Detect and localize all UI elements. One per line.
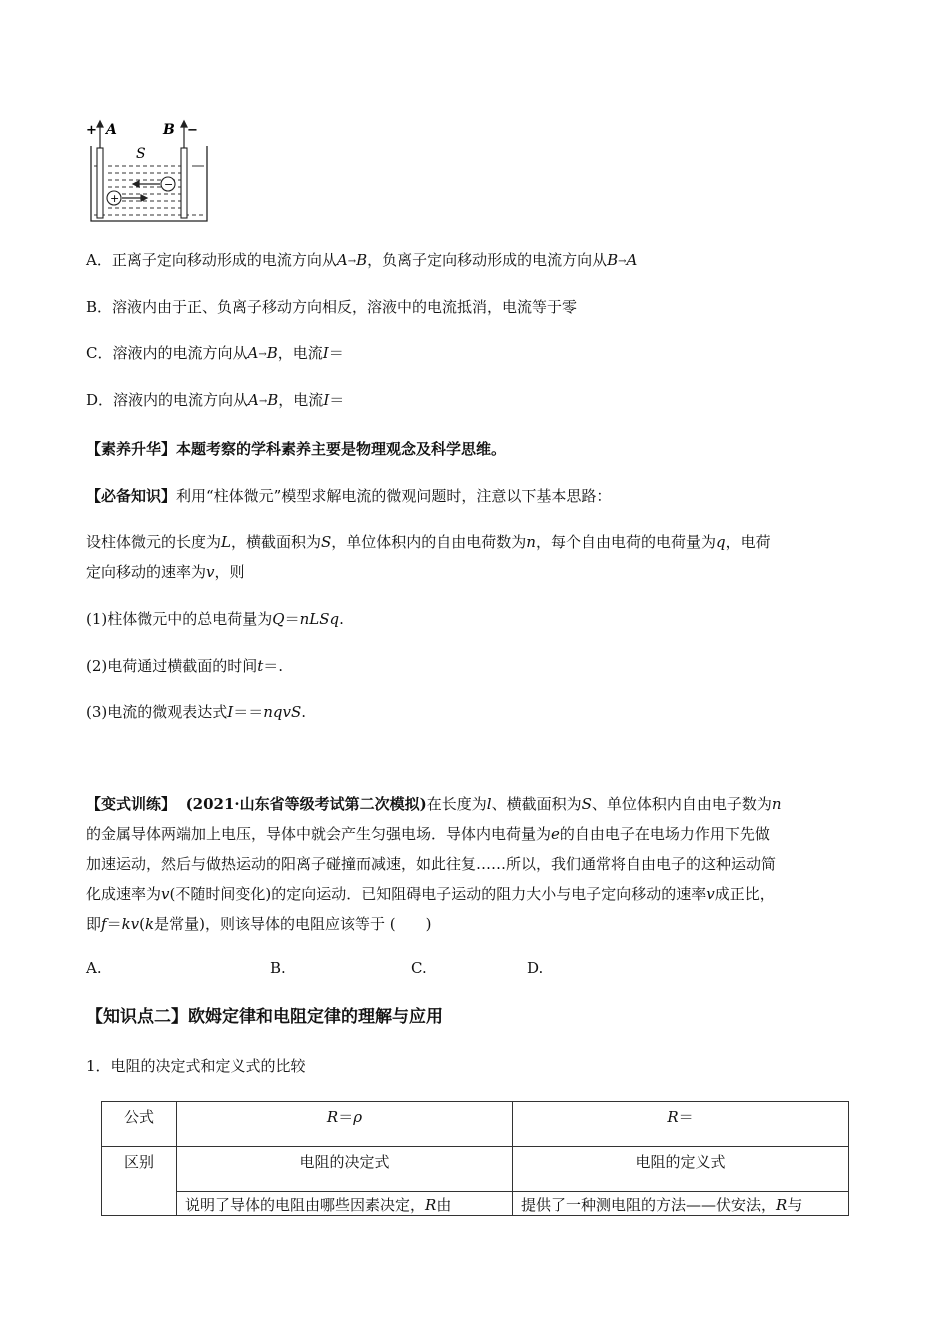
equals-sign: ＝ — [338, 1108, 354, 1126]
bianshi-line4 — [86, 884, 775, 904]
knowledge-intro — [86, 486, 611, 506]
table-cell-decision-desc — [177, 1192, 513, 1216]
text: ( — [139, 915, 146, 933]
var-t: t — [257, 657, 264, 675]
expr-nlsq: nLSq — [299, 610, 340, 628]
var-q-total: Q — [272, 610, 285, 628]
electrode-b-label: B — [163, 122, 175, 138]
positive-ion-arrow — [122, 195, 147, 201]
option-a-mid: ，负离子定向移动形成的电流方向从 — [367, 251, 608, 269]
var-b: B — [607, 251, 619, 269]
electrode-a — [97, 148, 103, 218]
var-rho: ρ — [353, 1108, 363, 1126]
text: (2)电荷通过横截面的时间 — [86, 657, 258, 675]
table-cell-empty — [102, 1192, 177, 1216]
table-cell-formula-header: 公式 — [102, 1102, 177, 1147]
bianshi-line2 — [86, 824, 770, 844]
var-v: v — [161, 885, 170, 903]
table-row — [102, 1192, 849, 1216]
table-cell-definition-type: 电阻的定义式 — [513, 1147, 849, 1192]
var-r: R — [425, 1196, 437, 1214]
expr-kv: kv — [121, 915, 140, 933]
option-d-mid: ，电流 — [278, 391, 324, 409]
text: 设柱体微元的长度为 — [86, 533, 222, 551]
text: 即 — [86, 915, 102, 933]
knowledge-step3 — [86, 702, 306, 722]
text: ，电荷 — [725, 533, 771, 551]
bianshi-line3: 加速运动，然后与做热运动的阳离子碰撞而减速，如此往复……所以，我们通常将自由电子的这种运动简 — [86, 855, 777, 873]
arrow-glyph: → — [258, 349, 267, 360]
option-d — [86, 390, 344, 412]
arrow-glyph: → — [258, 396, 268, 407]
resistance-comparison-table — [101, 1101, 849, 1216]
text: (3)电流的微观表达式 — [86, 703, 228, 721]
knowledge-heading: 【必备知识】 — [86, 487, 177, 505]
period: . — [301, 703, 306, 721]
var-i: I — [322, 344, 329, 362]
text: 、单位体积内自由电子数为 — [591, 795, 772, 813]
equals-sign: ＝ — [329, 391, 345, 409]
var-f: f — [101, 915, 107, 933]
section-item-1: 1．电阻的决定式和定义式的比较 — [86, 1057, 306, 1075]
answer-option-c[interactable]: C. — [411, 959, 427, 977]
text: 说明了导体的电阻由哪些因素决定， — [185, 1196, 426, 1214]
knowledge-intro-text: 利用“柱体微元”模型求解电流的微观问题时，注意以下基本思路： — [176, 487, 612, 505]
suyang-paragraph: 【素养升华】本题考察的学科素养主要是物理观念及科学思维。 — [86, 440, 507, 458]
equals-sign: ＝ — [328, 344, 344, 362]
option-c-text: C．溶液内的电流方向从 — [86, 344, 248, 362]
knowledge-step2 — [86, 656, 283, 676]
text: 与 — [787, 1196, 803, 1214]
var-s: S — [321, 533, 332, 551]
bianshi-source: (2021·山东省等级考试第二次模拟) — [185, 795, 427, 813]
var-l: l — [486, 795, 492, 813]
table-cell-definition-desc — [513, 1192, 849, 1216]
surface-s-label: S — [136, 146, 146, 162]
equals-sign: ＝ — [106, 915, 122, 933]
var-s: S — [581, 795, 592, 813]
table-row — [102, 1147, 849, 1192]
var-v: v — [206, 563, 215, 581]
table-cell-decision-formula — [177, 1102, 513, 1147]
knowledge-p1-line1 — [86, 532, 771, 552]
var-b: B — [356, 251, 368, 269]
text: 的金属导体两端加上电压，导体中就会产生匀强电场．导体内电荷量为 — [86, 825, 552, 843]
text: 由 — [436, 1196, 452, 1214]
answer-option-b[interactable]: B. — [270, 959, 286, 977]
var-q: q — [715, 533, 726, 551]
option-a-text: A．正离子定向移动形成的电流方向从 — [86, 251, 337, 269]
option-c-mid: ，电流 — [277, 344, 323, 362]
text: 定向移动的速率为 — [86, 563, 207, 581]
text: 提供了一种测电阻的方法——伏安法， — [521, 1196, 777, 1214]
period: . — [339, 610, 344, 628]
electrode-b — [181, 148, 187, 218]
negative-ion-arrow — [133, 181, 160, 187]
text: ，每个自由电荷的电荷量为 — [535, 533, 716, 551]
var-a: A — [336, 251, 348, 269]
negative-ion-sign: − — [164, 178, 174, 191]
electrode-a-label: A — [106, 122, 117, 138]
section-title: 【知识点二】欧姆定律和电阻定律的理解与应用 — [86, 1007, 443, 1027]
var-n: n — [771, 795, 782, 813]
var-r: R — [326, 1108, 339, 1126]
bianshi-heading: 【变式训练】 — [86, 795, 177, 813]
minus-terminal-label: − — [187, 123, 198, 138]
equals-sign: ＝ — [678, 1108, 694, 1126]
bianshi-line5 — [86, 914, 431, 934]
var-n: n — [526, 533, 536, 551]
bianshi-line1 — [86, 794, 782, 814]
expr-nqvs: nqvS — [263, 703, 302, 721]
var-r: R — [667, 1108, 679, 1126]
text: ，横截面积为 — [230, 533, 321, 551]
text: (1)柱体微元中的总电荷量为 — [86, 610, 273, 628]
option-d-text: D．溶液内的电流方向从 — [86, 391, 249, 409]
positive-ion-sign: + — [110, 192, 120, 205]
var-b: B — [267, 391, 279, 409]
var-r: R — [776, 1196, 788, 1214]
var-b: B — [266, 344, 278, 362]
table-cell-decision-type: 电阻的决定式 — [177, 1147, 513, 1192]
text: 、横截面积为 — [491, 795, 582, 813]
equals-sign: ＝ — [284, 610, 300, 628]
var-e: e — [551, 825, 560, 843]
var-l: L — [221, 533, 231, 551]
var-a: A — [626, 251, 638, 269]
text: 在长度为 — [426, 795, 487, 813]
electrolysis-figure — [84, 118, 214, 224]
text: ＝. — [263, 657, 284, 675]
var-a: A — [248, 391, 259, 409]
var-v: v — [706, 885, 715, 903]
text: 化成速率为 — [86, 885, 162, 903]
table-cell-difference-header: 区别 — [102, 1147, 177, 1192]
answer-option-a[interactable]: A. — [86, 959, 102, 977]
knowledge-step1 — [86, 609, 344, 629]
knowledge-p1-line2 — [86, 562, 245, 582]
option-a — [86, 250, 637, 272]
equals-sign: ＝＝ — [233, 703, 264, 721]
var-i: I — [227, 703, 234, 721]
text: 是常量)，则该导体的电阻应该等于 ( ) — [154, 915, 432, 933]
arrow-glyph: → — [347, 256, 357, 267]
option-b: B．溶液内由于正、负离子移动方向相反，溶液中的电流抵消，电流等于零 — [86, 298, 578, 316]
text: ，则 — [214, 563, 245, 581]
text: (不随时间变化)的定向运动．已知阻碍电子运动的阻力大小与电子定向移动的速率 — [169, 885, 707, 903]
option-c — [86, 343, 344, 365]
text: 的自由电子在电场力作用下先做 — [559, 825, 770, 843]
answer-option-d[interactable]: D. — [527, 959, 544, 977]
var-a: A — [247, 344, 259, 362]
plus-terminal-label: + — [86, 123, 97, 138]
text: ，单位体积内的自由电荷数为 — [331, 533, 527, 551]
table-row — [102, 1102, 849, 1147]
text: 成正比， — [714, 885, 775, 903]
table-cell-definition-formula — [513, 1102, 849, 1147]
arrow-glyph: → — [618, 256, 627, 267]
var-i: I — [323, 391, 330, 409]
var-k: k — [145, 915, 155, 933]
